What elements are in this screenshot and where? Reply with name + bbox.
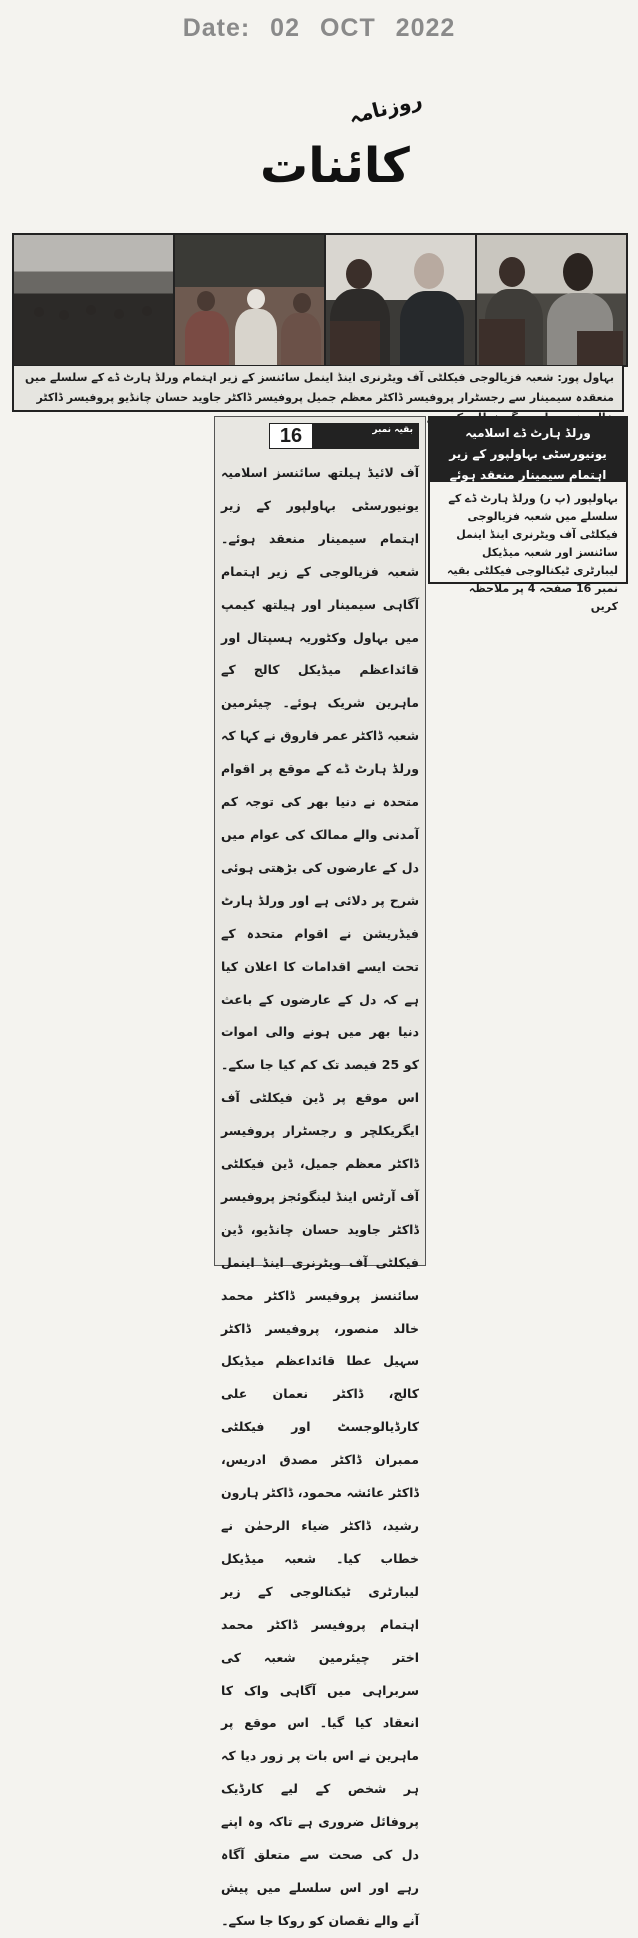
speaker-photo-1 <box>326 235 477 365</box>
brief-headline: ورلڈ ہارٹ ڈے اسلامیہ یونیورسٹی بہاولپور کے زیر اہتمام سیمینار منعقد ہوئے <box>430 418 626 482</box>
seminar-photo-strip <box>12 233 628 367</box>
article-body: آف لائیڈ ہیلتھ سائنسز اسلامیہ یونیورسٹی بہاولپور کے زیر اہتمام سیمینار منعقد ہوئے۔ شعبہ فزیالوجی کے زیر اہتمام آگاہی سیمینار اور ہیلتھ کیمپ میں بہاول وکٹوریہ ہسپتال اور قائداعظم میڈیکل کالج کے ماہرین شریک ہوئے۔ چیئرمین شعبہ ڈاکٹر عمر فاروق نے کہا کہ ورلڈ ہارٹ ڈے کے موقع پر اقوام متحدہ نے دنیا بھر کی توجہ کم آمدنی والے ممالک کی عوام میں دل کے عارضوں کی بڑھتی ہوئی شرح پر دلائی ہے اور ورلڈ ہارٹ فیڈریشن نے اقوام متحدہ کے تحت ایسے اقدامات کا اعلان کیا ہے کہ دل کے عارضوں کے باعث دنیا بھر میں ہونے والی اموات کو 25 فیصد تک کم کیا جا سکے۔ اس موقع پر ڈین فیکلٹی آف ایگریکلچر و رجسٹرار پروفیسر ڈاکٹر معظم جمیل، ڈین فیکلٹی آف آرٹس اینڈ لینگوئجز پروفیسر ڈاکٹر جاوید حسان چانڈیو، ڈین فیکلٹی آف ویٹرنری اینڈ اینمل سائنسز پروفیسر ڈاکٹر محمد خالد منصور، پروفیسر ڈاکٹر سہیل عطا قائداعظم میڈیکل کالج، ڈاکٹر نعمان علی کارڈیالوجسٹ اور فیکلٹی ممبران ڈاکٹر مصدق ادریس، ڈاکٹر عائشہ محمود، ڈاکٹر ہارون رشید، ڈاکٹر ضیاء الرحمٰن نے خطاب کیا۔ شعبہ میڈیکل لیبارٹری ٹیکنالوجی کے زیر اہتمام پروفیسر ڈاکٹر محمد اختر چیئرمین شعبہ کی سربراہی میں آگاہی واک کا انعقاد کیا گیا۔ اس موقع پر ماہرین نے اس بات پر زور دیا کہ ہر شخص کے لیے کارڈیک پروفائل ضروری ہے تاکہ وہ اپنے دل کی صحت سے متعلق آگاہ رہے اور اس سلسلے میں پیش آنے والے نقصان کو روکا جا سکے۔ <box>221 465 419 1928</box>
date-month: OCT <box>319 14 376 42</box>
brief-continuation: بقیہ نمبر 16 صفحہ 4 پر ملاحظہ کریں <box>446 564 618 613</box>
date-year: 2022 <box>395 14 456 42</box>
masthead-prefix: روزنامہ <box>346 87 425 129</box>
speaker-photo-2 <box>477 235 626 365</box>
newspaper-masthead: کائنات <box>260 138 410 194</box>
date-stamp <box>0 14 638 43</box>
date-day: 02 <box>270 14 300 42</box>
continuation-number: 16 <box>269 423 313 449</box>
continued-article <box>214 416 426 1928</box>
news-brief <box>428 416 628 613</box>
photo-caption: بہاول پور: شعبہ فزیالوجی فیکلٹی آف ویٹرنری اینڈ اینمل سائنسز کے زیر اہتمام ورلڈ ہارٹ ڈے کے سلسلے میں منعقدہ سیمینار سے رجسٹرار پروفیسر ڈاکٹر معظم جمیل پروفیسر ڈاکٹر جاوید حسان چانڈیو پروفیسر ڈاکٹر <box>12 366 624 412</box>
audience-photo <box>14 235 175 365</box>
continuation-marker <box>269 423 419 449</box>
date-label: Date: <box>182 14 251 42</box>
brief-text: بہاولپور (پ ر) ورلڈ ہارٹ ڈے کے سلسلے میں شعبہ فزیالوجی فیکلٹی آف ویٹرنری اینڈ اینمل سائنسز اور شعبہ میڈیکل لیبارٹری ٹیکنالوجی فیکلٹی <box>448 492 618 577</box>
participants-photo <box>175 235 326 365</box>
brief-body <box>430 482 626 616</box>
continuation-label: بقیہ نمبر <box>313 423 419 449</box>
